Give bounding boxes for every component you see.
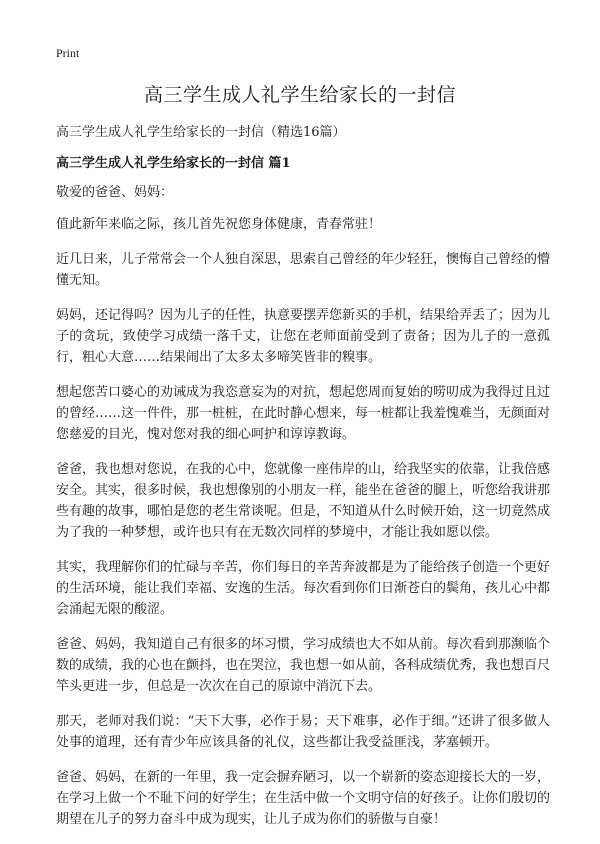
paragraph: 爸爸，我也想对您说，在我的心中，您就像一座伟岸的山，给我坚实的依靠，让我倍感安全。其实，很多时候，我也想像别的小朋友一样，能坐在爸爸的腿上，听您给我讲那些有趣的故事，哪怕是您的老生常谈呢。但是，不知道从什么时候开始，这一切竟然成为了我的一种梦想，或许也只有在无数次同样的梦境中，才能让我如愿以偿。 [56, 462, 551, 540]
paragraph: 那天，老师对我们说：“天下大事，必作于易；天下难事，必作于细。”还讲了很多做人处事的道理，还有青少年应该具备的礼仪，这些都让我受益匪浅，茅塞顿开。 [56, 714, 550, 750]
paragraph: 妈妈，还记得吗？因为儿子的任性，执意要摆弄您新买的手机，结果给弄丢了；因为儿子的贪玩，致使学习成绩一落千丈，让您在老师面前受到了责备；因为儿子的一意孤行，粗心大意……结果闹出了太多太多啼笑皆非的糗事。 [56, 308, 551, 365]
paragraph: 爸爸、妈妈，我知道自己有很多的坏习惯，学习成绩也大不如从前。每次看到那濒临个数的成绩，我的心也在颤抖，也在哭泣，我也想一如从前，各科成绩优秀，我也想百尺竿头更进一步，但总是一次次在自己的原谅中消沉下去。 [56, 637, 551, 694]
paragraph: 想起您苦口婆心的劝诫成为我恣意妄为的对抗，想起您周而复始的唠叨成为我得过且过的曾经……这一件件，那一桩桩，在此时静心想来，每一桩都让我羞愧难当，无颜面对您慈爱的目光，愧对您对我的细心呵护和谆谆教诲。 [56, 385, 551, 442]
paragraph-greeting: 敬爱的爸爸、妈妈： [56, 185, 174, 200]
paragraph: 值此新年来临之际，孩儿首先祝您身体健康，青春常驻！ [56, 217, 382, 232]
letter-body [56, 182, 550, 844]
paragraph: 其实，我理解你们的忙碌与辛苦，你们每日的辛苦奔波都是为了能给孩子创造一个更好的生活环境，能让我们幸福、安逸的生活。每次看到你们日渐苍白的鬓角，孩儿心中都会涌起无限的酸涩。 [56, 560, 551, 617]
paragraph: 爸爸、妈妈，在新的一年里，我一定会摒弃陋习，以一个崭新的姿态迎接长大的一岁，在学习上做一个不耻下问的好学生；在生活中做一个文明守信的好孩子。让你们殷切的期望在儿子的努力奋斗中成为现实，让儿子成为你们的骄傲与自豪！ [56, 770, 551, 827]
document-title: 高三学生成人礼学生给家长的一封信 [143, 84, 456, 106]
print-label[interactable]: Print [56, 46, 80, 60]
paragraph: 近几日来，儿子常常会一个人独自深思，思索自己曾经的年少轻狂，懊悔自己曾经的懵懂无知。 [56, 252, 551, 288]
section-heading: 高三学生成人礼学生给家长的一封信 篇1 [56, 156, 291, 171]
document-subtitle: 高三学生成人礼学生给家长的一封信（精选16篇） [56, 125, 346, 140]
